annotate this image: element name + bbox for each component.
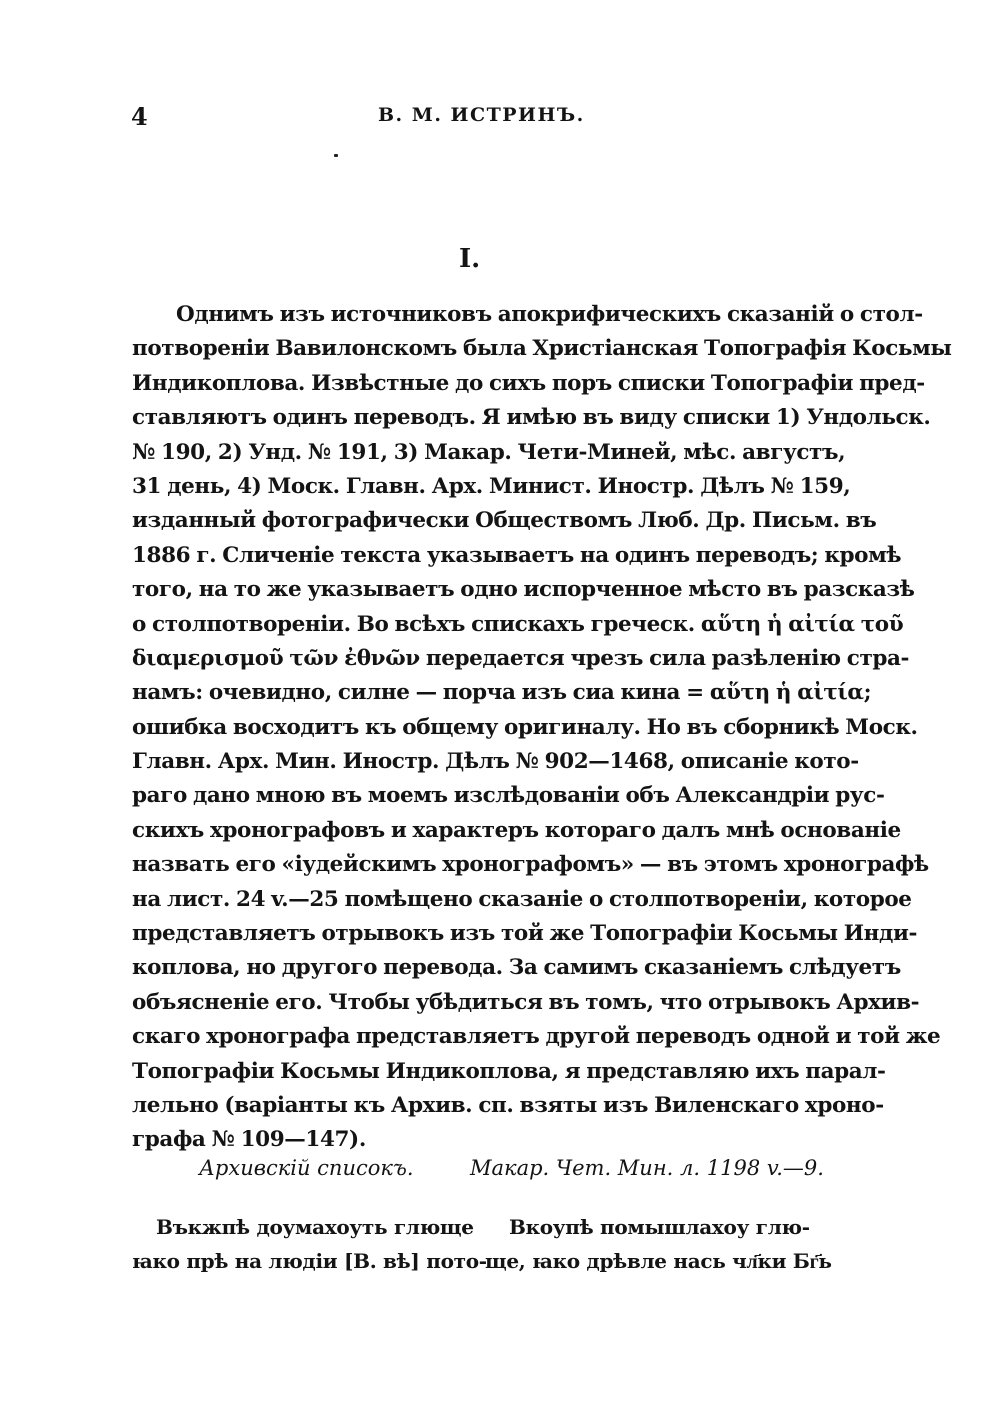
body-line: διαμερισμοῦ τῶν ἐθνῶν передается чрезъ сила разѣленію стра- bbox=[132, 645, 910, 671]
body-line: на лист. 24 v.—25 помѣщено сказаніе о столпотвореніи, которое bbox=[132, 886, 912, 912]
body-line: графа № 109—147). bbox=[132, 1127, 366, 1153]
right-column-line: Вкоупѣ помышлахоу глю- bbox=[509, 1215, 810, 1239]
body-line: назвать его «іудейскимъ хронографомъ» — въ этомъ хронографѣ bbox=[132, 852, 929, 878]
body-line: Однимъ изъ источниковъ апокрифическихъ сказаній о стол- bbox=[176, 302, 923, 327]
left-column-text bbox=[132, 1210, 487, 1278]
body-line: представляетъ отрывокъ изъ той же Топографіи Косьмы Инди- bbox=[132, 921, 918, 947]
body-text bbox=[132, 298, 952, 1158]
body-line: № 190, 2) Унд. № 191, 3) Макар. Чети-Миней, мѣс. августъ, bbox=[132, 439, 846, 465]
body-line: потвореніи Вавилонскомъ была Христіанская Топографія Косьмы bbox=[132, 336, 952, 362]
left-column-line: ꙗко прѣ на людiи [В. вѣ] пото- bbox=[132, 1249, 487, 1273]
right-column-text bbox=[485, 1210, 832, 1278]
right-column-line: ще, ꙗко дрѣвле нась чл҃ки Бг҃ь bbox=[485, 1249, 832, 1273]
body-line: Индикоплова. Извѣстные до сихъ поръ списки Топографіи пред- bbox=[132, 370, 925, 396]
body-line: объясненіе его. Чтобы убѣдиться въ томъ, что отрывокъ Архив- bbox=[132, 989, 920, 1015]
section-number: I. bbox=[459, 244, 481, 274]
body-line: ошибка восходитъ къ общему оригиналу. Но въ сборникѣ Моск. bbox=[132, 714, 918, 740]
parallel-columns-heading bbox=[132, 1156, 824, 1190]
body-line: изданный фотографически Обществомъ Люб. Др. Письм. въ bbox=[132, 508, 877, 534]
body-line: того, на то же указываетъ одно испорченное мѣсто въ разсказѣ bbox=[132, 577, 915, 603]
body-line: скаго хронографа представляетъ другой переводъ одной и той же bbox=[132, 1024, 941, 1050]
body-line: ставляютъ одинъ переводъ. Я имѣю въ виду списки 1) Ундольск. bbox=[132, 405, 931, 431]
print-speck bbox=[334, 154, 338, 157]
body-line: о столпотвореніи. Во всѣхъ спискахъ греческ. αὕτη ἡ αἰτία τοῦ bbox=[132, 611, 904, 637]
left-column-line: Въкжпѣ доумахоуть глюще bbox=[156, 1215, 474, 1239]
left-column-heading: Архивскій списокъ. bbox=[199, 1156, 414, 1180]
page-number: 4 bbox=[131, 102, 148, 131]
running-head: В. М. ИСТРИНЪ. bbox=[378, 104, 585, 126]
body-line: 1886 г. Сличеніе текста указываетъ на одинъ переводъ; кромѣ bbox=[132, 542, 902, 568]
body-line: скихъ хронографовъ и характеръ котораго далъ мнѣ основаніе bbox=[132, 817, 901, 843]
right-column-heading: Макар. Чет. Мин. л. 1198 v.—9. bbox=[470, 1156, 824, 1180]
body-line: намъ: очевидно, силне — порча изъ сиа кина = αὕτη ἡ αἰτία; bbox=[132, 680, 872, 706]
body-line: 31 день, 4) Моск. Главн. Арх. Минист. Иностр. Дѣлъ № 159, bbox=[132, 473, 851, 499]
body-line: Топографіи Косьмы Индикоплова, я представляю ихъ парал- bbox=[132, 1058, 886, 1084]
body-line: Главн. Арх. Мин. Иностр. Дѣлъ № 902—1468, описаніе кото- bbox=[132, 749, 859, 775]
body-line: раго дано мною въ моемъ изслѣдованіи объ Александріи рус- bbox=[132, 783, 885, 809]
body-line: коплова, но другого перевода. За самимъ сказаніемъ слѣдуетъ bbox=[132, 955, 901, 981]
body-line: лельно (варіанты къ Архив. сп. взяты изъ Виленскаго хроно- bbox=[132, 1092, 884, 1118]
